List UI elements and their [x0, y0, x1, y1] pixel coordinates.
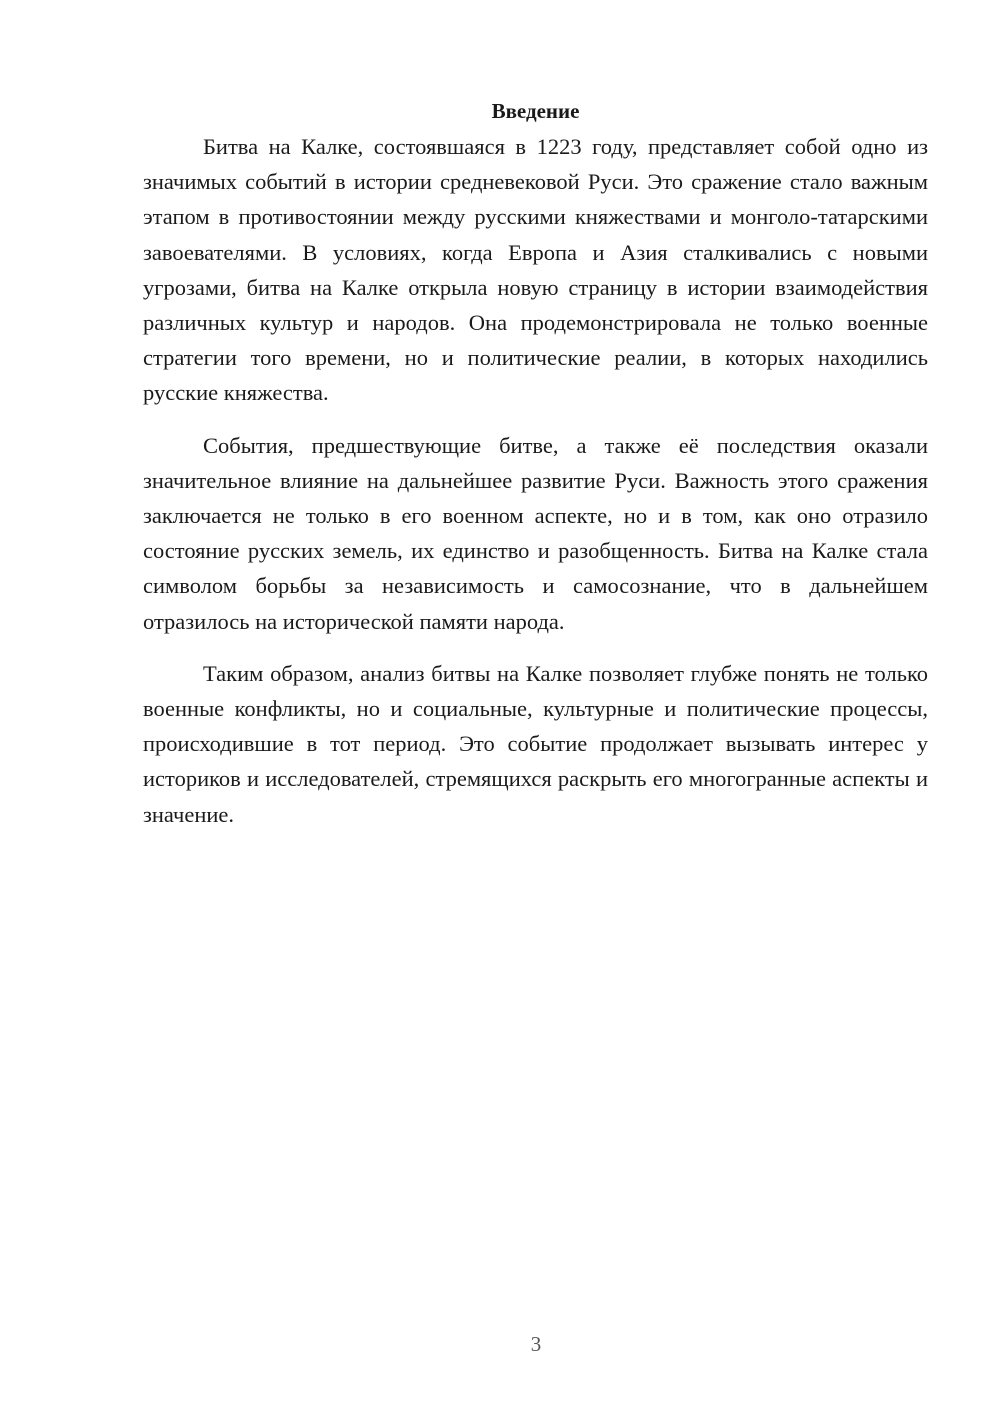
page-content — [143, 95, 928, 832]
paragraph-2: События, предшествующие битве, а также её последствия оказали значительное влияние на дальнейшее развитие Руси. Важность этого сражения заключается не только в его военном аспекте, но и в том, как оно отразило состояние русских земель, их единство и разобщенность. Битва на Калке стала символом борьбы за независимость и самосознание, что в дальнейшем отразилось на исторической памяти народа. — [143, 432, 928, 634]
paragraph-1: Битва на Калке, состоявшаяся в 1223 году, представляет собой одно из значимых событий в истории средневековой Руси. Это сражение стало важным этапом в противостоянии между русскими княжествами и монголо-татарскими завоевателями. В условиях, когда Европа и Азия сталкивались с новыми угрозами, битва на Калке открыла новую страницу в истории взаимодействия различных культур и народов. Она продемонстрировала не только военные стратегии того времени, но и политические реалии, в которых находились русские княжества. — [143, 134, 928, 406]
page-number: 3 — [530, 1332, 542, 1356]
section-title: Введение — [491, 99, 580, 123]
paragraph-3: Таким образом, анализ битвы на Калке позволяет глубже понять не только военные конфликты, но и социальные, культурные и политические процессы, происходившие в тот период. Это событие продолжает вызывать интерес у историков и исследователей, стремящихся раскрыть его многогранные аспекты и значение. — [143, 660, 928, 827]
